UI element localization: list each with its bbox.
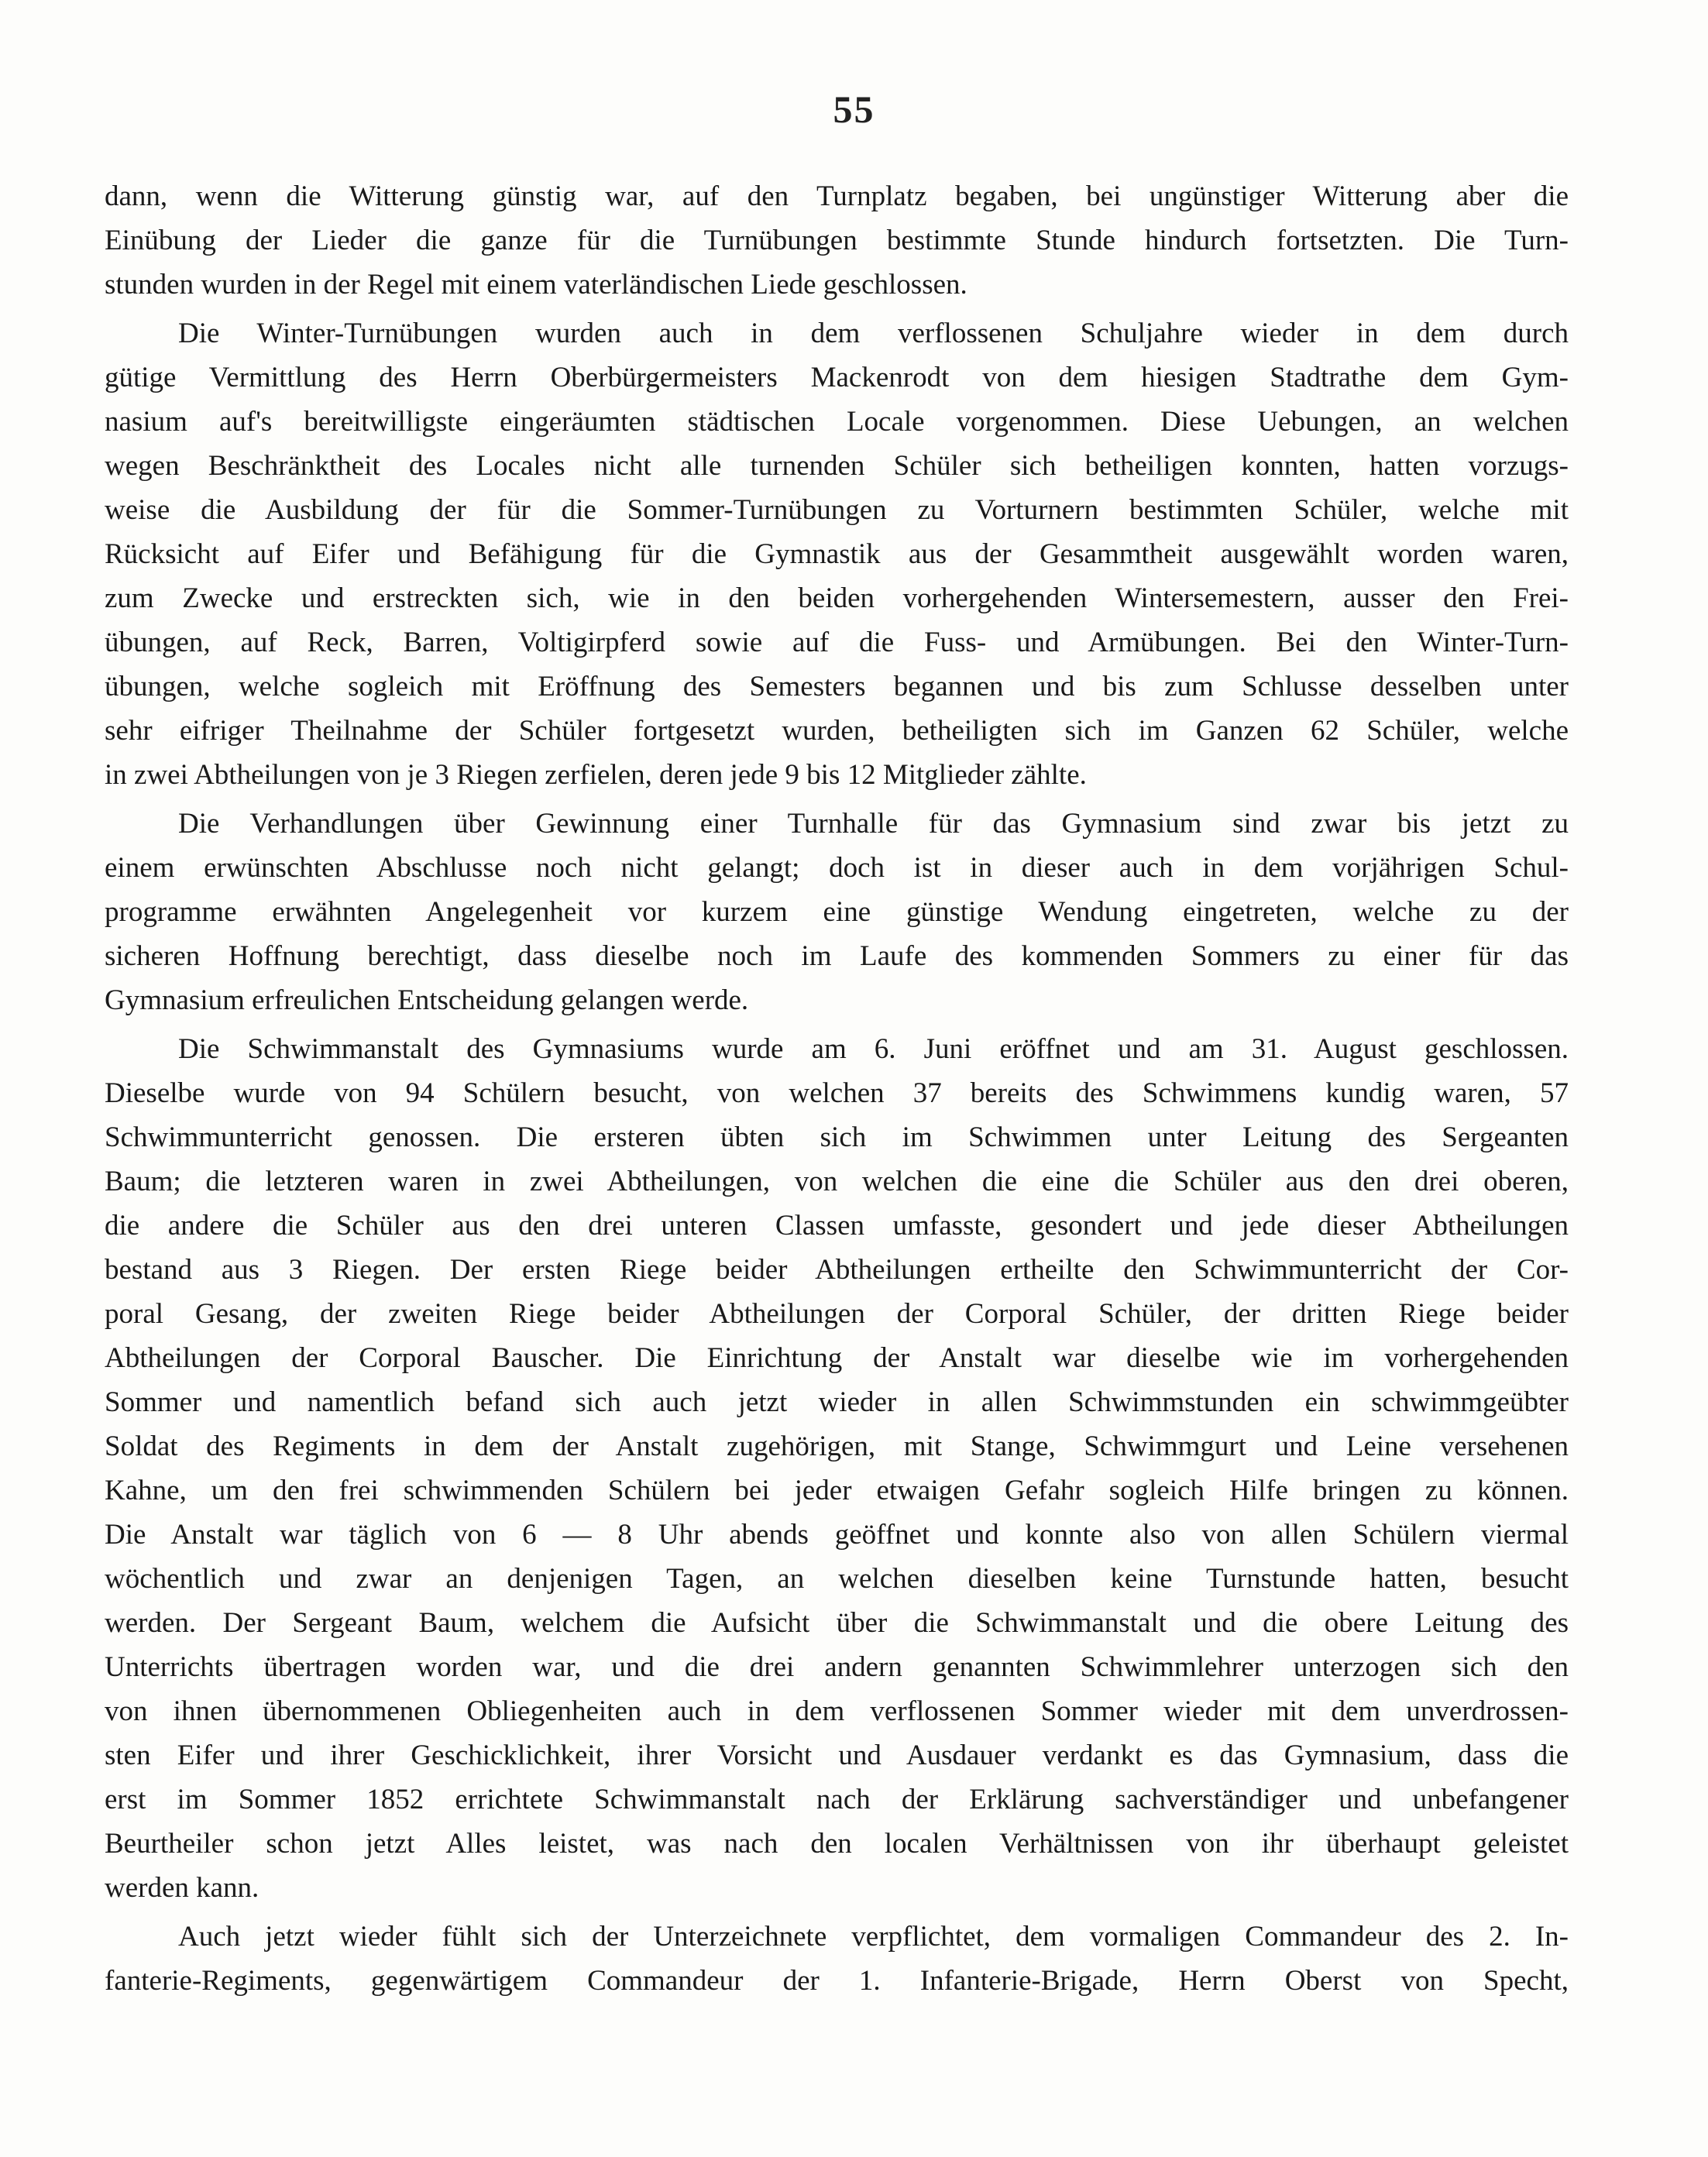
text-line: poral Gesang, der zweiten Riege beider Abtheilungen der Corporal Schüler, der dritten Riege beider (105, 1298, 1569, 1330)
text-line: Abtheilungen der Corporal Bauscher. Die Einrichtung der Anstalt war dieselbe wie im vorhergehenden (105, 1342, 1569, 1374)
text-line: erst im Sommer 1852 errichtete Schwimmanstalt nach der Erklärung sachverständiger und unbefangener (105, 1784, 1569, 1815)
text-line: dann, wenn die Witterung günstig war, auf den Turnplatz begaben, bei ungünstiger Witterung aber die (105, 180, 1569, 212)
text-line: sicheren Hoffnung berechtigt, dass dieselbe noch im Laufe des kommenden Sommers zu einer für das (105, 940, 1569, 972)
paragraph-winter-turnuebungen (105, 311, 1569, 797)
text-line: einem erwünschten Abschlusse noch nicht gelangt; doch ist in dieser auch in dem vorjährigen Schul- (105, 852, 1569, 884)
text-line: weise die Ausbildung der für die Sommer-Turnübungen zu Vorturnern bestimmten Schüler, welche mit (105, 494, 1569, 526)
text-line: Rücksicht auf Eifer und Befähigung für die Gymnastik aus der Gesammtheit ausgewählt worden waren, (105, 538, 1569, 570)
text-line: bestand aus 3 Riegen. Der ersten Riege beider Abtheilungen ertheilte den Schwimmunterricht der Cor- (105, 1254, 1569, 1286)
text-line: wöchentlich und zwar an denjenigen Tagen, an welchen dieselben keine Turnstunde hatten, besucht (105, 1563, 1569, 1595)
text-line: Schwimmunterricht genossen. Die ersteren übten sich im Schwimmen unter Leitung des Sergeanten (105, 1121, 1569, 1153)
body-text (105, 174, 1569, 2003)
text-line: Die Verhandlungen über Gewinnung einer Turnhalle für das Gymnasium sind zwar bis jetzt zu (178, 808, 1569, 840)
text-line: übungen, welche sogleich mit Eröffnung des Semesters begannen und bis zum Schlusse desselben unter (105, 671, 1569, 702)
text-line: Auch jetzt wieder fühlt sich der Unterzeichnete verpflichtet, dem vormaligen Commandeur des 2. In- (178, 1921, 1569, 1953)
text-line: Baum; die letzteren waren in zwei Abtheilungen, von welchen die eine die Schüler aus den drei oberen, (105, 1166, 1569, 1197)
text-line: Die Schwimmanstalt des Gymnasiums wurde am 6. Juni eröffnet und am 31. August geschlossen. (178, 1033, 1569, 1065)
text-line: Kahne, um den frei schwimmenden Schülern bei jeder etwaigen Gefahr sogleich Hilfe bringen zu können. (105, 1475, 1569, 1506)
text-line: Die Anstalt war täglich von 6 — 8 Uhr abends geöffnet und konnte also von allen Schülern viermal (105, 1519, 1569, 1551)
text-line: Die Winter-Turnübungen wurden auch in dem verflossenen Schuljahre wieder in dem durch (178, 318, 1569, 349)
text-line: zum Zwecke und erstreckten sich, wie in den beiden vorhergehenden Wintersemestern, ausser den Frei- (105, 582, 1569, 614)
text-line: stunden wurden in der Regel mit einem vaterländischen Liede geschlossen. (105, 269, 967, 301)
text-line: Sommer und namentlich befand sich auch jetzt wieder in allen Schwimmstunden ein schwimmgeübter (105, 1386, 1569, 1418)
text-line: Unterrichts übertragen worden war, und die drei andern genannten Schwimmlehrer unterzogen sich den (105, 1651, 1569, 1683)
text-line: sehr eifriger Theilnahme der Schüler fortgesetzt wurden, betheiligten sich im Ganzen 62 Schüler, welche (105, 715, 1569, 747)
paragraph-schwimmanstalt (105, 1027, 1569, 1910)
text-line: werden kann. (105, 1872, 259, 1904)
text-line: nasium auf's bereitwilligste eingeräumten städtischen Locale vorgenommen. Diese Uebungen, an welchen (105, 406, 1569, 438)
text-line: werden. Der Sergeant Baum, welchem die Aufsicht über die Schwimmanstalt und die obere Leitung des (105, 1607, 1569, 1639)
text-line: gütige Vermittlung des Herrn Oberbürgermeisters Mackenrodt von dem hiesigen Stadtrathe dem Gym- (105, 362, 1569, 393)
text-line: von ihnen übernommenen Obliegenheiten auch in dem verflossenen Sommer wieder mit dem unverdrossen- (105, 1695, 1569, 1727)
text-line: die andere die Schüler aus den drei unteren Classen umfasste, gesondert und jede dieser Abtheilungen (105, 1210, 1569, 1242)
text-line: Soldat des Regiments in dem der Anstalt zugehörigen, mit Stange, Schwimmgurt und Leine versehenen (105, 1431, 1569, 1462)
paragraph-turnplatz (105, 174, 1569, 307)
text-line: programme erwähnten Angelegenheit vor kurzem eine günstige Wendung eingetreten, welche zu der (105, 896, 1569, 928)
text-line: Einübung der Lieder die ganze für die Turnübungen bestimmte Stunde hindurch fortsetzten. Die Turn- (105, 225, 1569, 256)
text-line: wegen Beschränktheit des Locales nicht alle turnenden Schüler sich betheiligen konnten, hatten vorzugs- (105, 450, 1569, 482)
paragraph-dank (105, 1915, 1569, 2003)
text-line: sten Eifer und ihrer Geschicklichkeit, ihrer Vorsicht und Ausdauer verdankt es das Gymnasium, dass die (105, 1740, 1569, 1771)
text-line: Gymnasium erfreulichen Entscheidung gelangen werde. (105, 984, 749, 1016)
text-line: fanterie-Regiments, gegenwärtigem Commandeur der 1. Infanterie-Brigade, Herrn Oberst von Specht, (105, 1965, 1569, 1997)
text-line: übungen, auf Reck, Barren, Voltigirpferd sowie auf die Fuss- und Armübungen. Bei den Winter-Turn- (105, 627, 1569, 658)
text-line: Beurtheiler schon jetzt Alles leistet, was nach den localen Verhältnissen von ihr überhaupt geleistet (105, 1828, 1569, 1860)
page-number: 55 (833, 88, 875, 131)
text-line: Dieselbe wurde von 94 Schülern besucht, von welchen 37 bereits des Schwimmens kundig waren, 57 (105, 1077, 1569, 1109)
paragraph-turnhalle (105, 802, 1569, 1022)
text-line: in zwei Abtheilungen von je 3 Riegen zerfielen, deren jede 9 bis 12 Mitglieder zählte. (105, 759, 1087, 791)
